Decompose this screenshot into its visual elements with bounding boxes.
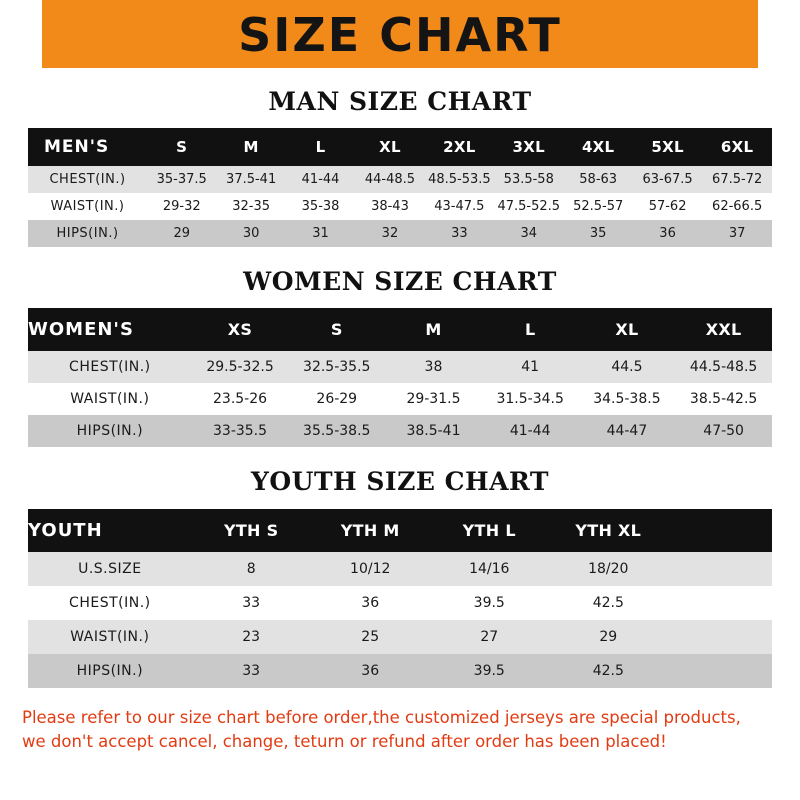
cell (668, 552, 772, 586)
footer-disclaimer (22, 706, 778, 754)
cell: 63-67.5 (642, 172, 693, 187)
cell: 52.5-57 (573, 199, 624, 214)
page-title: SIZE CHART (238, 8, 562, 62)
women-table-wrap (28, 308, 772, 447)
cell: 48.5-53.5 (428, 172, 491, 187)
table-header-row (28, 509, 772, 552)
col-header-yth-s: YTH S (223, 521, 279, 540)
row-label-us-size: U.S.SIZE (78, 561, 142, 577)
youth-section-title: YOUTH SIZE CHART (251, 467, 549, 496)
cell: 34.5-38.5 (593, 391, 661, 407)
col-header-yth-m: YTH M (340, 521, 400, 540)
cell: 35.5-38.5 (303, 423, 371, 439)
col-header-6xl: 6XL (720, 138, 754, 156)
women-size-table (28, 308, 772, 447)
man-size-table (28, 128, 772, 247)
cell: 41 (521, 359, 540, 375)
col-header-label: YOUTH (28, 520, 103, 541)
table-row (28, 620, 772, 654)
col-header-yth-l: YTH L (462, 521, 516, 540)
cell: 32.5-35.5 (303, 359, 371, 375)
cell: 35 (589, 226, 607, 241)
cell: 32-35 (232, 199, 271, 214)
cell: 47.5-52.5 (497, 199, 561, 214)
cell: 44-48.5 (364, 172, 416, 187)
col-header-l: L (315, 138, 326, 156)
col-header-3xl: 3XL (512, 138, 545, 156)
col-header-s: S (176, 138, 188, 156)
row-label-waist: WAIST(IN.) (50, 199, 125, 214)
col-header-label: MEN'S (44, 137, 110, 157)
row-label-waist: WAIST(IN.) (70, 391, 150, 407)
cell: 37.5-41 (226, 172, 277, 187)
row-label-hips: HIPS(IN.) (76, 663, 144, 679)
cell: 31 (312, 226, 329, 241)
cell: 38.5-42.5 (689, 391, 758, 407)
cell: 25 (361, 629, 380, 645)
cell: 33 (451, 226, 468, 241)
table-row (28, 166, 772, 193)
col-header-m: M (243, 138, 259, 156)
col-header-4xl: 4XL (581, 138, 615, 156)
cell: 44-47 (606, 423, 648, 439)
cell: 29 (173, 226, 190, 241)
cell: 26-29 (316, 391, 358, 407)
cell: 14/16 (469, 561, 510, 577)
cell: 27 (480, 629, 499, 645)
col-header-2xl: 2XL (443, 138, 476, 156)
cell: 57-62 (648, 199, 687, 214)
row-label-hips: HIPS(IN.) (76, 423, 144, 439)
header-notch-right (758, 0, 800, 68)
table-header-row (28, 308, 772, 351)
table-row (28, 383, 772, 415)
cell: 36 (361, 663, 380, 679)
cell: 41-44 (301, 172, 340, 187)
row-label-chest: CHEST(IN.) (69, 359, 151, 375)
header-banner (0, 0, 800, 68)
cell: 33 (242, 663, 261, 679)
cell: 31.5-34.5 (496, 391, 564, 407)
table-row (28, 654, 772, 688)
cell: 44.5 (611, 359, 643, 375)
col-header-xs: XS (227, 320, 253, 339)
cell: 67.5-72 (712, 172, 763, 187)
cell: 32 (381, 226, 399, 241)
cell: 33-35.5 (213, 423, 268, 439)
cell: 39.5 (473, 663, 505, 679)
cell: 38.5-41 (406, 423, 461, 439)
col-header-m: M (425, 320, 442, 339)
table-row (28, 552, 772, 586)
cell: 30 (242, 226, 260, 241)
cell: 36 (659, 226, 676, 241)
cell (668, 586, 772, 620)
cell (668, 620, 772, 654)
cell: 53.5-58 (503, 172, 554, 187)
row-label-chest: CHEST(IN.) (69, 595, 151, 611)
row-label-chest: CHEST(IN.) (49, 172, 126, 187)
cell: 42.5 (592, 663, 624, 679)
col-header-label: WOMEN'S (28, 319, 134, 340)
col-header-xxl: XXL (705, 320, 742, 339)
table-row (28, 415, 772, 447)
col-header-5xl: 5XL (651, 138, 684, 156)
cell: 62-66.5 (712, 199, 763, 214)
cell: 23.5-26 (213, 391, 268, 407)
cell: 36 (361, 595, 380, 611)
cell: 18/20 (588, 561, 629, 577)
cell: 38-43 (371, 199, 409, 214)
cell: 41-44 (509, 423, 551, 439)
cell (668, 654, 772, 688)
col-header-yth-xl: YTH XL (575, 521, 642, 540)
col-header-xl: XL (615, 320, 639, 339)
row-label-waist: WAIST(IN.) (70, 629, 150, 645)
man-table-wrap (28, 128, 772, 247)
cell: 39.5 (473, 595, 505, 611)
cell: 29.5-32.5 (206, 359, 274, 375)
youth-table-wrap (28, 509, 772, 688)
cell: 29 (599, 629, 618, 645)
col-header-empty (668, 509, 772, 552)
cell: 37 (728, 226, 746, 241)
header-notch-left (0, 0, 42, 68)
table-row (28, 193, 772, 220)
cell: 34 (520, 226, 538, 241)
cell: 29-31.5 (406, 391, 461, 407)
cell: 47-50 (703, 423, 744, 439)
cell: 29-32 (162, 199, 201, 214)
women-section-title: WOMEN SIZE CHART (243, 267, 557, 296)
youth-size-table (28, 509, 772, 688)
cell: 38 (424, 359, 443, 375)
footer-line-2: we don't accept cancel, change, teturn or refund after order has been placed! (22, 731, 667, 751)
cell: 23 (242, 629, 261, 645)
man-section-title: MAN SIZE CHART (268, 87, 532, 116)
cell: 35-37.5 (156, 172, 207, 187)
table-row (28, 351, 772, 383)
col-header-s: S (330, 320, 343, 339)
table-header-row (28, 128, 772, 166)
cell: 43-47.5 (434, 199, 485, 214)
cell: 10/12 (350, 561, 391, 577)
row-label-hips: HIPS(IN.) (56, 226, 119, 241)
table-row (28, 586, 772, 620)
col-header-l: L (524, 320, 536, 339)
table-row (28, 220, 772, 247)
cell: 58-63 (579, 172, 618, 187)
cell: 44.5-48.5 (689, 359, 758, 375)
cell: 8 (246, 561, 256, 577)
cell: 33 (242, 595, 261, 611)
footer-line-1: Please refer to our size chart before order,the customized jerseys are special products, (22, 708, 741, 727)
cell: 35-38 (301, 199, 340, 214)
cell: 42.5 (592, 595, 624, 611)
col-header-xl: XL (379, 138, 401, 156)
